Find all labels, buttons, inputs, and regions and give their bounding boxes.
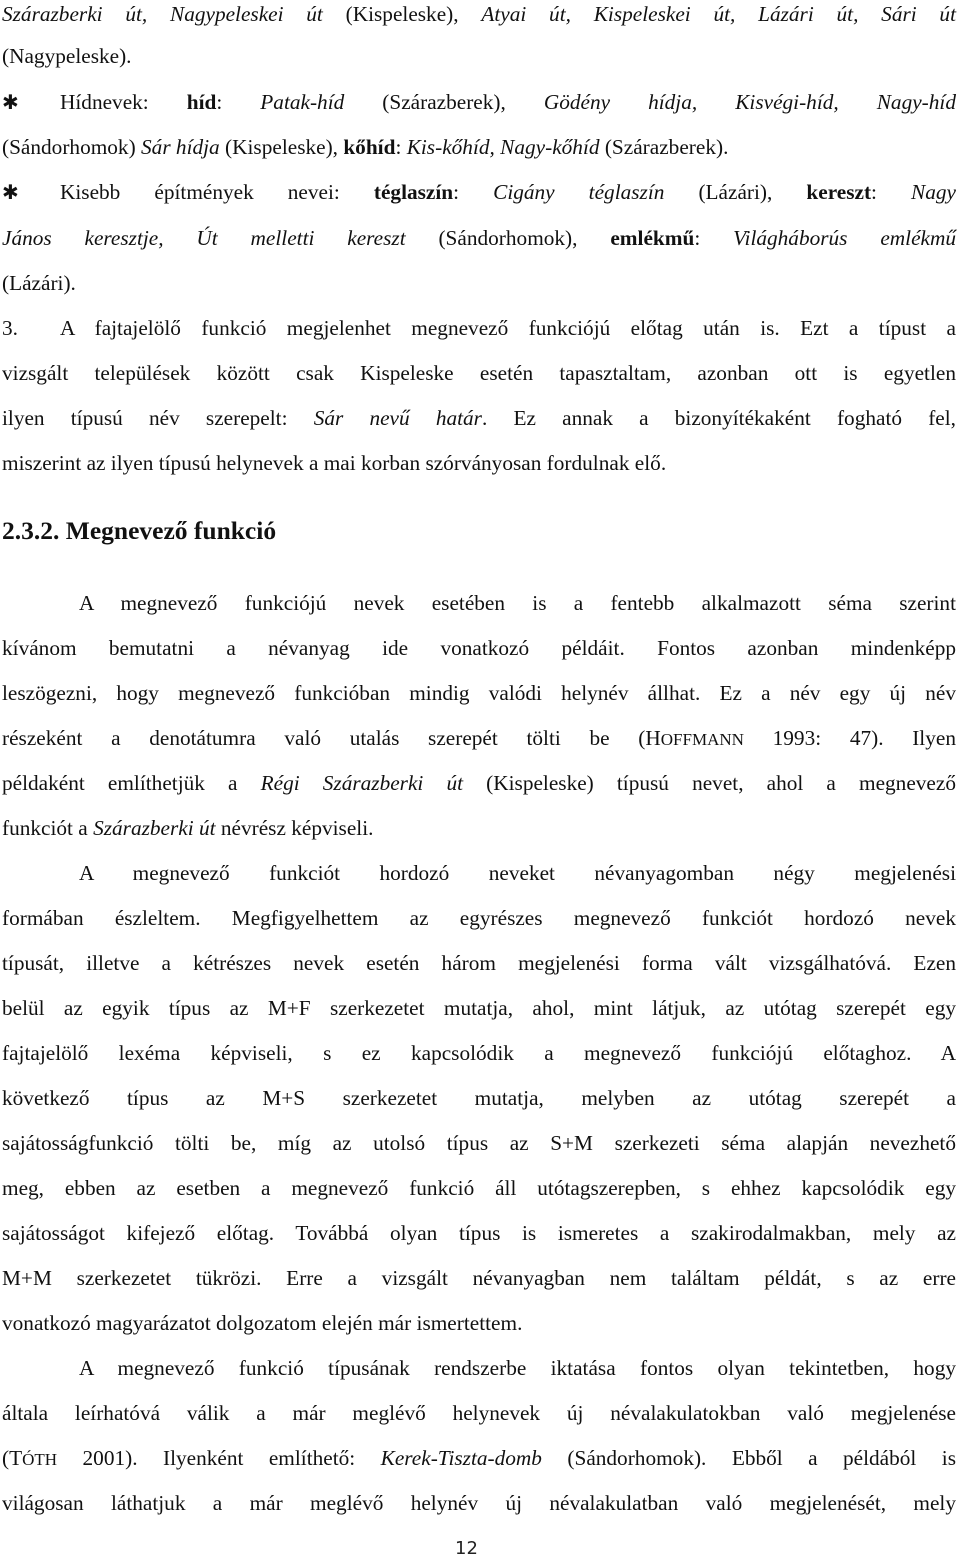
text-line: funkciót a Szárazberki út névrész képviseli.	[2, 816, 374, 840]
text-line: típusát, illetve a kétrészes nevek esetén három megjelenési forma vált vizsgálhatóvá. Ezen	[2, 951, 956, 975]
list-item-3: 3. A fajtajelölő funkció megjelenhet megnevező funkciójú előtag után is. Ezt a típust a	[2, 316, 956, 340]
paragraph-line: A megnevező funkciót hordozó neveket névanyagomban négy megjelenési	[79, 861, 956, 885]
bullet-line: ✱ Kisebb építmények nevei: téglaszín: Cigány téglaszín (Lázári), kereszt: Nagy	[2, 178, 956, 207]
section-heading	[2, 515, 276, 547]
section-number: 2.3.2.	[2, 516, 60, 545]
text-line: (Lázári).	[2, 271, 76, 295]
text-line: (Nagypeleske).	[2, 44, 132, 68]
text-line: sajátosságfunkció tölti be, míg az utolsó típus az S+M szerkezeti séma alapján nevezhető	[2, 1131, 956, 1155]
asterisk-bullet-icon: ✱	[2, 92, 19, 114]
text-line: vonatkozó magyarázatot dolgozatom elején már ismertettem.	[2, 1311, 523, 1335]
text-line: világosan láthatjuk a már meglévő helynév új névalakulatban való megjelenését, mely	[2, 1491, 956, 1515]
paragraph-line: A megnevező funkciójú nevek esetében is a fentebb alkalmazott séma szerint	[79, 591, 956, 615]
text-line: következő típus az M+S szerkezetet mutatja, melyben az utótag szerepét a	[2, 1086, 956, 1110]
text-line: leszögezni, hogy megnevező funkcióban mindig valódi helynév állhat. Ez a név egy új név	[2, 681, 956, 705]
page-number: 12	[455, 1538, 478, 1559]
text-line: Szárazberki út, Nagypeleskei út (Kispeleske), Atyai út, Kispeleskei út, Lázári út, Sári út	[2, 2, 956, 26]
text-line: belül az egyik típus az M+F szerkezetet mutatja, ahol, mint látjuk, az utótag szerepét egy	[2, 996, 956, 1020]
text-line: ilyen típusú név szerepelt: Sár nevű határ. Ez annak a bizonyítékaként fogható fel,	[2, 406, 956, 430]
list-item-number: 3.	[2, 316, 18, 340]
bullet-line: ✱ Hídnevek: híd: Patak-híd (Szárazberek), Gödény hídja, Kisvégi-híd, Nagy-híd	[2, 88, 956, 117]
asterisk-bullet-icon: ✱	[2, 182, 19, 204]
text-line: formában észleltem. Megfigyelhettem az egyrészes megnevező funkciót hordozó nevek	[2, 906, 956, 930]
text-line: meg, ebben az esetben a megnevező funkció áll utótagszerepben, s ehhez kapcsolódik egy	[2, 1176, 956, 1200]
text-line: fajtajelölő lexéma képviseli, s ez kapcsolódik a megnevező funkciójú előtaghoz. A	[2, 1041, 956, 1065]
text-line: János keresztje, Út melletti kereszt (Sándorhomok), emlékmű: Világháborús emlékmű	[2, 226, 956, 250]
text-line: vizsgált települések között csak Kispeleske esetén tapasztaltam, azonban ott is egyetlen	[2, 361, 956, 385]
text-line: kívánom bemutatni a névanyag ide vonatkozó példáit. Fontos azonban mindenképp	[2, 636, 956, 660]
text-line: (TÓTH 2001). Ilyenként említhető: Kerek-Tiszta-domb (Sándorhomok). Ebből a példából is	[2, 1446, 956, 1470]
text-line: M+M szerkezetet tükrözi. Erre a vizsgált névanyagban nem találtam példát, s az erre	[2, 1266, 956, 1290]
text-line: sajátosságot kifejező előtag. Továbbá olyan típus is ismeretes a szakirodalmakban, mely az	[2, 1221, 956, 1245]
text-line: általa leírhatóvá válik a már meglévő helynevek új névalakulatokban való megjelenése	[2, 1401, 956, 1425]
section-title: Megnevező funkció	[65, 516, 277, 545]
paragraph-line: A megnevező funkció típusának rendszerbe iktatása fontos olyan tekintetben, hogy	[79, 1356, 956, 1380]
text-line: (Sándorhomok) Sár hídja (Kispeleske), kőhíd: Kis-kőhíd, Nagy-kőhíd (Szárazberek).	[2, 135, 729, 159]
list-item-text: A fajtajelölő funkció megjelenhet megnevező funkciójú előtag után is.	[59, 316, 780, 340]
text-line: részeként a denotátumra való utalás szerepét tölti be (HOFFMANN 1993: 47). Ilyen	[2, 726, 956, 750]
text-line: miszerint az ilyen típusú helynevek a mai korban szórványosan fordulnak elő.	[2, 451, 667, 475]
text-line: példaként említhetjük a Régi Szárazberki út (Kispeleske) típusú nevet, ahol a megnevező	[2, 771, 956, 795]
